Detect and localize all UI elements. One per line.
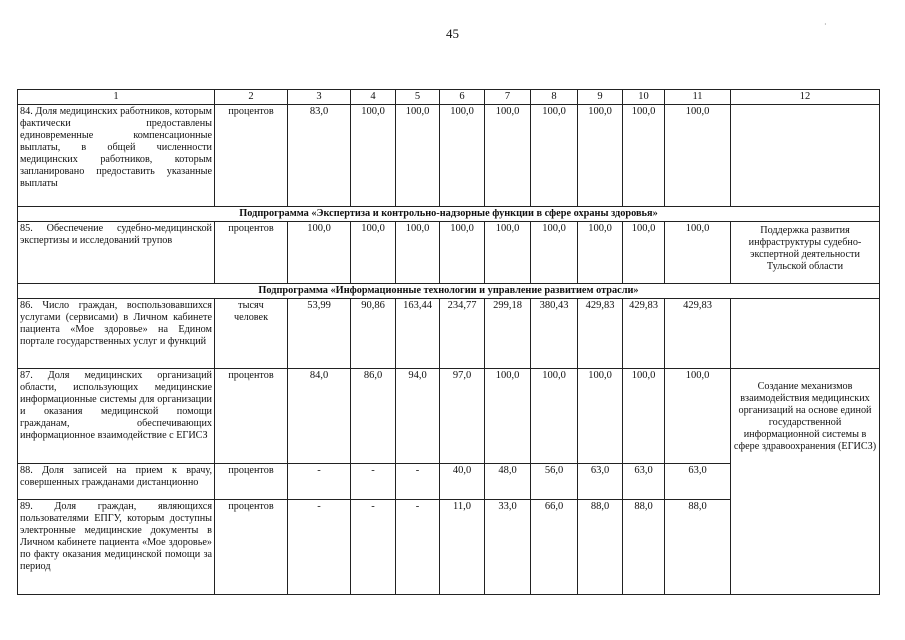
merged-note-cell: Создание механизмов взаимодействия медицинских организаций на основе единой государственной информационной системы в сфере здравоохранения (ЕГИСЗ) (731, 369, 880, 595)
subprogram-title: Подпрограмма «Экспертиза и контрольно-надзорные функции в сфере охраны здоровья» (18, 207, 880, 222)
value-cell: 100,0 (578, 105, 623, 207)
row-number: 86. (20, 300, 33, 311)
value-cell: 100,0 (288, 222, 351, 284)
value-cell: 100,0 (578, 222, 623, 284)
value-cell: 429,83 (623, 299, 665, 369)
value-cell: 100,0 (485, 369, 531, 464)
value-cell: 100,0 (440, 105, 485, 207)
note-cell (731, 105, 880, 207)
value-cell: 100,0 (351, 222, 396, 284)
indicator-cell (18, 105, 215, 207)
value-cell: 100,0 (531, 369, 578, 464)
indicator-cell (18, 222, 215, 284)
indicator-description: Обеспечение судебно-медицинской экспертизы и исследований трупов (20, 223, 212, 246)
row-number: 88. (20, 465, 33, 476)
value-cell: - (396, 464, 440, 500)
indicator-description: Доля медицинских организаций области, использующих медицинские информационные системы для организации и оказания медицинской помощи гражданам, обеспечивающих информационное взаимодействие с ЕГИСЗ (20, 370, 212, 441)
col-header: 2 (215, 90, 288, 105)
value-cell: 66,0 (531, 500, 578, 595)
indicator-cell (18, 299, 215, 369)
indicator-description: Число граждан, воспользовавшихся услугами (сервисами) в Личном кабинете пациента «Мое здоровье» на Едином портале государственных услуг и функций (20, 300, 212, 347)
value-cell: 33,0 (485, 500, 531, 595)
value-cell: 86,0 (351, 369, 396, 464)
row-number: 87. (20, 370, 33, 381)
value-cell: 163,44 (396, 299, 440, 369)
value-cell: 63,0 (623, 464, 665, 500)
value-cell: 88,0 (578, 500, 623, 595)
value-cell: 63,0 (665, 464, 731, 500)
value-cell: 84,0 (288, 369, 351, 464)
note-cell: Поддержка развития инфраструктуры судебно-экспертной деятельности Тульской области (731, 222, 880, 284)
value-cell: 48,0 (485, 464, 531, 500)
col-header: 7 (485, 90, 531, 105)
col-header: 9 (578, 90, 623, 105)
unit-cell: процентов (215, 369, 288, 464)
col-header: 5 (396, 90, 440, 105)
page-number: 45 (446, 26, 459, 41)
value-cell: 380,43 (531, 299, 578, 369)
indicators-table (17, 89, 880, 595)
table-row (18, 299, 880, 369)
value-cell: 94,0 (396, 369, 440, 464)
value-cell: 429,83 (665, 299, 731, 369)
value-cell: - (288, 500, 351, 595)
value-cell: 100,0 (623, 369, 665, 464)
table-row (18, 369, 880, 464)
col-header: 8 (531, 90, 578, 105)
col-header: 3 (288, 90, 351, 105)
row-number: 84. (20, 106, 33, 117)
value-cell: 100,0 (485, 105, 531, 207)
value-cell: 234,77 (440, 299, 485, 369)
value-cell: 100,0 (665, 222, 731, 284)
value-cell: 63,0 (578, 464, 623, 500)
value-cell: - (351, 500, 396, 595)
value-cell: 429,83 (578, 299, 623, 369)
value-cell: 83,0 (288, 105, 351, 207)
value-cell: 100,0 (578, 369, 623, 464)
row-number: 85. (20, 223, 33, 234)
value-cell: - (396, 500, 440, 595)
value-cell: - (288, 464, 351, 500)
row-number: 89. (20, 501, 33, 512)
unit-cell: процентов (215, 464, 288, 500)
scan-dot: · (824, 20, 827, 29)
subprogram-title: Подпрограмма «Информационные технологии и управление развитием отрасли» (18, 284, 880, 299)
indicator-cell (18, 369, 215, 464)
col-header: 1 (18, 90, 215, 105)
value-cell: 100,0 (665, 369, 731, 464)
col-header: 4 (351, 90, 396, 105)
note-cell (731, 299, 880, 369)
col-header: 10 (623, 90, 665, 105)
value-cell: 100,0 (396, 105, 440, 207)
value-cell: 100,0 (396, 222, 440, 284)
value-cell: 100,0 (531, 222, 578, 284)
value-cell: 11,0 (440, 500, 485, 595)
value-cell: 88,0 (623, 500, 665, 595)
col-header: 12 (731, 90, 880, 105)
table-row (18, 105, 880, 207)
value-cell: 100,0 (623, 105, 665, 207)
value-cell: 40,0 (440, 464, 485, 500)
col-header: 11 (665, 90, 731, 105)
value-cell: 97,0 (440, 369, 485, 464)
indicator-description: Доля медицинских работников, которым фактически предоставлены единовременные компенсационные выплаты, в общей численности медицинских работников, которым запланировано предоставить указанные выплаты (20, 106, 212, 189)
header-row (18, 90, 880, 105)
value-cell: 100,0 (665, 105, 731, 207)
indicator-cell (18, 500, 215, 595)
col-header: 6 (440, 90, 485, 105)
value-cell: 88,0 (665, 500, 731, 595)
unit-cell: процентов (215, 500, 288, 595)
value-cell: 56,0 (531, 464, 578, 500)
indicator-cell (18, 464, 215, 500)
value-cell: 100,0 (531, 105, 578, 207)
value-cell: 100,0 (351, 105, 396, 207)
value-cell: 90,86 (351, 299, 396, 369)
value-cell: - (351, 464, 396, 500)
unit-cell: процентов (215, 105, 288, 207)
subprogram-row (18, 207, 880, 222)
table-row (18, 222, 880, 284)
value-cell: 100,0 (485, 222, 531, 284)
unit-cell: тысяч человек (215, 299, 288, 369)
unit-cell: процентов (215, 222, 288, 284)
subprogram-row (18, 284, 880, 299)
value-cell: 100,0 (440, 222, 485, 284)
value-cell: 299,18 (485, 299, 531, 369)
value-cell: 100,0 (623, 222, 665, 284)
indicator-description: Доля граждан, являющихся пользователями ЕПГУ, которым доступны электронные медицинские документы в Личном кабинете пациента «Мое здоровье» по факту оказания медицинской помощи за период (20, 501, 213, 572)
indicator-description: Доля записей на прием к врачу, совершенных гражданами дистанционно (20, 465, 213, 488)
value-cell: 53,99 (288, 299, 351, 369)
